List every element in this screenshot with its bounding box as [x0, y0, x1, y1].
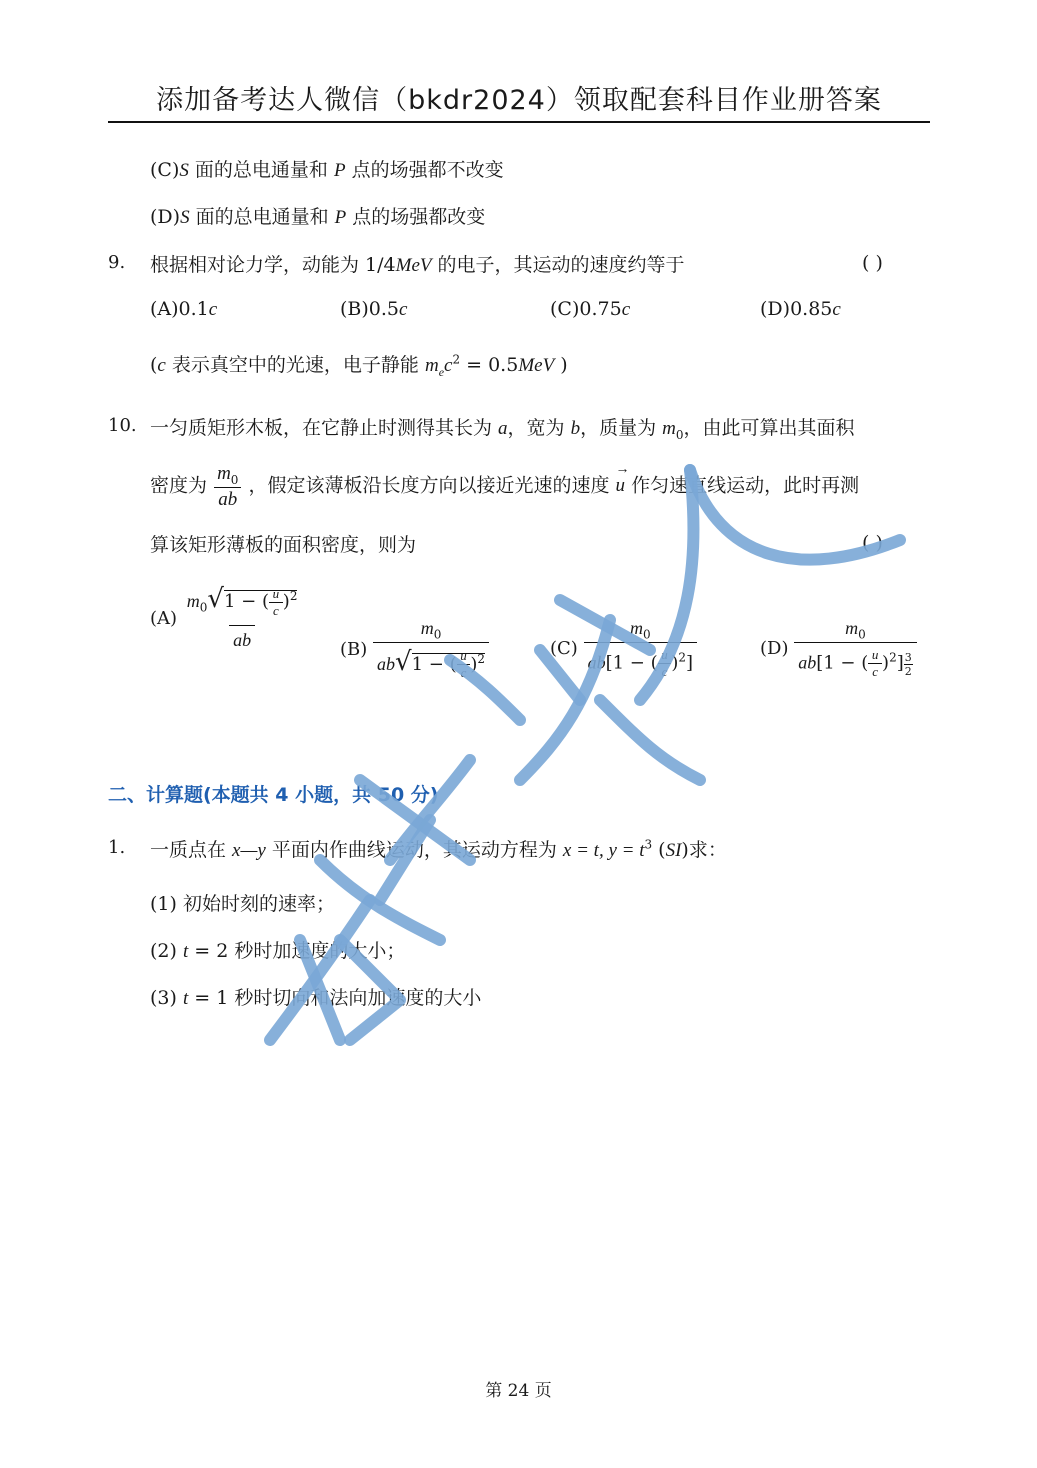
calc1-sub2: (2) t = 2 秒时加速度的大小； [150, 940, 406, 962]
q9-stem: 根据相对论力学，动能为 1/4MeV 的电子，其运动的速度约等于 [150, 254, 685, 276]
q10-option-b: (B) $m_0$ ab√1 − ( $\frac{u}{c}$ )$^2$ [340, 618, 489, 681]
q10-option-d: (D) $m_0$ ab[1 − ( $\frac{u}{c}$ )$^2$] $\frac{3}{2}$ [760, 618, 917, 680]
q9-option-d: (D)0.85c [760, 298, 841, 320]
page-number: 第 24 页 [485, 1381, 552, 1401]
calc1-sub3: (3) t = 1 秒时切向和法向加速度的大小 [150, 987, 482, 1009]
density-fraction: $\frac{m_0}{ab}$ [213, 462, 242, 511]
q10-answer-paren: ( ) [862, 532, 883, 554]
q10-line2: 密度为 $\frac{m_0}{ab}$ ，假定该薄板沿长度方向以接近光速的速度 → u 作匀速直线运动，此时再测 [150, 462, 860, 510]
u-vector: → u [615, 462, 630, 497]
page-header-title: 添加备考达人微信（bkdr2024）领取配套科目作业册答案 [156, 85, 882, 116]
q9-note: (c 表示真空中的光速，电子静能 $m_ec^2 = 0.5MeV$ ) [150, 352, 568, 379]
q8-option-d: (D)S 面的总电通量和 P 点的场强都改变 [150, 206, 486, 228]
q9-option-c: (C)0.75c [550, 298, 631, 320]
q10-line1: 一匀质矩形木板，在它静止时测得其长为 a，宽为 b，质量为 $m_0$，由此可算出其面积 [150, 417, 855, 442]
q9-option-a: (A)0.1c [150, 298, 218, 320]
section-title-calculation: 二、计算题(本题共 4 小题，共 50 分) [108, 784, 439, 806]
q10-option-c: (C) $m_0$ ab[1 − ( $\frac{u}{c}$ )$^2$] [550, 618, 697, 680]
calc1-sub1: (1) 初始时刻的速率； [150, 893, 335, 915]
q9-number: 9. [108, 252, 126, 273]
q9-answer-paren: ( ) [862, 252, 883, 274]
calc1-stem: 一质点在 x—y 平面内作曲线运动，其运动方程为 x = t, $y = t^3$ (SI)求： [150, 837, 727, 861]
q10-line3: 算该矩形薄板的面积密度，则为 [150, 534, 417, 556]
q10-option-a: (A) $m_0√1$ − ( $\frac{u}{c}$ )$^2$ ab [150, 584, 298, 650]
q8-option-c: (C)S 面的总电通量和 P 点的场强都不改变 [150, 159, 504, 181]
q10-number: 10. [108, 415, 137, 436]
q9-option-b: (B)0.5c [340, 298, 408, 320]
calc1-number: 1. [108, 837, 126, 858]
header-divider [108, 121, 930, 123]
